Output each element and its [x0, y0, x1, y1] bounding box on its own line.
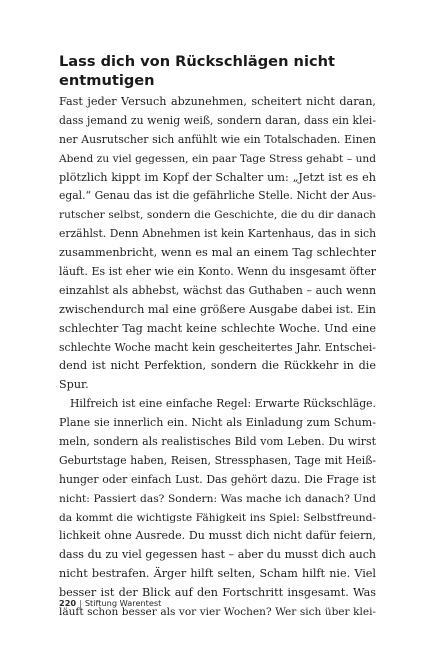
- text-line: schlechte Woche macht kein gescheitertes Jahr. Entschei-: [59, 340, 376, 354]
- text-line: plötzlich kippt im Kopf der Schalter um: „Jetzt ist es eh: [59, 170, 376, 184]
- text-line: egal.“ Genau das ist die gefährliche Stelle. Nicht der Aus-: [59, 189, 376, 203]
- text-line: Geburtstage haben, Reisen, Stressphasen, Tage mit Heiß-: [59, 453, 376, 467]
- text-line: Spur.: [59, 378, 89, 392]
- text-line: dass jemand zu wenig weiß, sondern daran, dass ein klei-: [59, 113, 376, 127]
- text-line: rutscher selbst, sondern die Geschichte, die du dir danach: [59, 208, 376, 222]
- text-line: schlechter Tag macht keine schlechte Woche. Und eine: [59, 321, 376, 335]
- text-line: zwischendurch mal eine größere Ausgabe dabei ist. Ein: [59, 302, 376, 316]
- text-line: hunger oder einfach Lust. Das gehört dazu. Die Frage ist: [59, 472, 376, 486]
- text-line: nicht bestrafen. Ärger hilft selten, Scham hilft nie. Viel: [59, 567, 376, 581]
- heading-line-2: entmutigen: [59, 72, 155, 89]
- text-line: besser ist der Blick auf den Fortschritt insgesamt. Was: [59, 586, 376, 600]
- text-line: Hilfreich ist eine einfache Regel: Erwarte Rückschläge.: [70, 397, 376, 411]
- text-line: dend ist nicht Perfektion, sondern die Rückkehr in die: [59, 359, 376, 373]
- page-number: 220: [59, 598, 77, 608]
- text-line: läuft. Es ist eher wie ein Konto. Wenn du insgesamt öfter: [59, 265, 376, 279]
- text-line: erzählst. Denn Abnehmen ist kein Kartenhaus, das in sich: [59, 227, 376, 241]
- heading-line-1: Lass dich von Rückschlägen nicht: [59, 53, 335, 70]
- section-heading: [59, 52, 379, 90]
- text-line: läuft schon besser als vor vier Wochen? Wer sich über klei-: [59, 606, 376, 619]
- text-line: nicht: Passiert das? Sondern: Was mache ich danach? Und: [59, 491, 376, 505]
- text-line: ner Ausrutscher sich anfühlt wie ein Totalschaden. Einen: [59, 132, 376, 146]
- body-text: [59, 93, 376, 622]
- text-line: da kommt die wichtigste Fähigkeit ins Spiel: Selbstfreund-: [59, 510, 376, 524]
- text-line: dass du zu viel gegessen hast – aber du musst dich auch: [59, 548, 376, 562]
- publisher-name: Stiftung Warentest: [84, 598, 162, 608]
- text-line: zusammenbricht, wenn es mal an einem Tag schlechter: [59, 246, 376, 260]
- text-line: Plane sie innerlich ein. Nicht als Einladung zum Schum-: [59, 416, 376, 430]
- text-line: lichkeit ohne Ausrede. Du musst dich nicht dafür feiern,: [59, 529, 376, 543]
- page-footer: [59, 598, 161, 608]
- text-line: Fast jeder Versuch abzunehmen, scheitert nicht daran,: [59, 95, 376, 108]
- text-line: einzahlst als abhebst, wächst das Guthaben – auch wenn: [59, 283, 376, 297]
- footer-separator: |: [79, 598, 82, 608]
- text-line: meln, sondern als realistisches Bild vom Leben. Du wirst: [59, 435, 376, 449]
- text-line: Abend zu viel gegessen, ein paar Tage Stress gehabt – und: [59, 152, 376, 165]
